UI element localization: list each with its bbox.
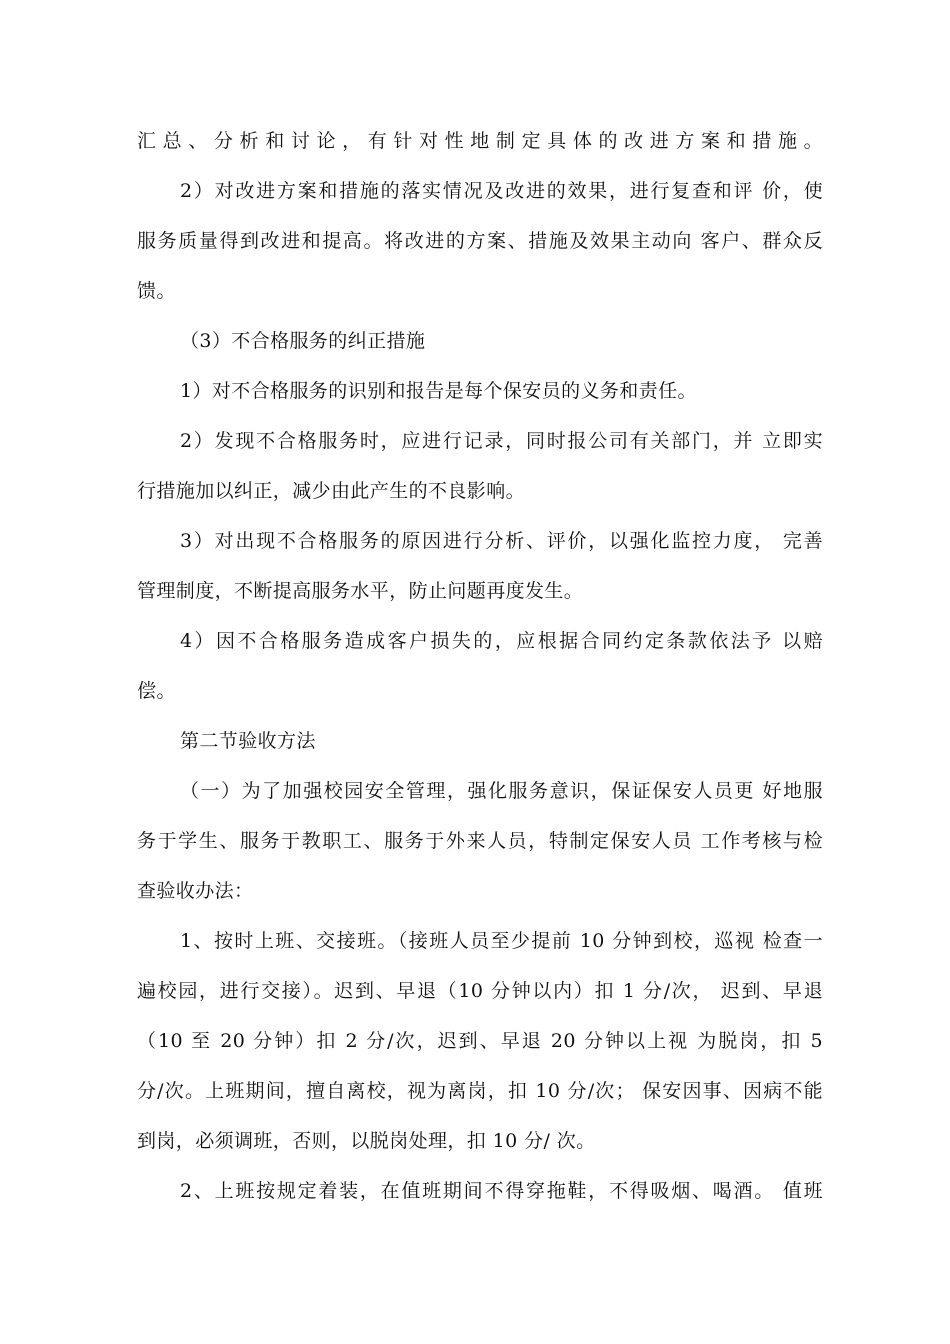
text-line-7: 2）发现不合格服务时，应进行记录，同时报公司有关部门，并 立即实 [180,430,823,452]
text-line-12: 偿。 [137,680,176,702]
text-line-20: 分/次。上班期间，擅自离校，视为离岗，扣 10 分/次； 保安因事、因病不能 [137,1080,823,1102]
section-heading: 第二节验收方法 [180,730,316,752]
text-line-21: 到岗，必须调班，否则，以脱岗处理，扣 10 分/ 次。 [137,1130,596,1152]
text-line-1: 汇总、分析和讨论，有针对性地制定具体的改进方案和措施。 [137,130,823,152]
text-line-8: 行措施加以纠正，减少由此产生的不良影响。 [137,480,526,502]
text-line-15: 务于学生、服务于教职工、服务于外来人员，特制定保安人员 工作考核与检 [137,830,823,852]
text-line-18: 遍校园，进行交接）。迟到、早退（10 分钟以内）扣 1 分/次， 迟到、早退 [137,980,823,1002]
text-line-2: 2）对改进方案和措施的落实情况及改进的效果，进行复查和评 价，使 [180,180,823,202]
text-line-11: 4）因不合格服务造成客户损失的，应根据合同约定条款依法予 以赔 [180,630,823,652]
text-line-19: （10 至 20 分钟）扣 2 分/次，迟到、早退 20 分钟以上视 为脱岗，扣 5 [137,1030,823,1052]
text-line-6: 1）对不合格服务的识别和报告是每个保安员的义务和责任。 [180,380,697,402]
text-line-3: 服务质量得到改进和提高。将改进的方案、措施及效果主动向 客户、群众反 [137,230,823,252]
subsection-heading: （3）不合格服务的纠正措施 [180,330,426,352]
text-line-4: 馈。 [137,280,176,302]
text-line-14: （一）为了加强校园安全管理，强化服务意识，保证保安人员更 好地服 [180,780,823,802]
text-line-22: 2、上班按规定着装，在值班期间不得穿拖鞋，不得吸烟、喝酒。 值班 [180,1180,823,1202]
text-line-10: 管理制度，不断提高服务水平，防止问题再度发生。 [137,580,584,602]
text-line-9: 3）对出现不合格服务的原因进行分析、评价，以强化监控力度， 完善 [180,530,823,552]
text-line-16: 查验收办法： [137,880,254,902]
text-line-17: 1、按时上班、交接班。（接班人员至少提前 10 分钟到校，巡视 检查一 [180,930,823,952]
